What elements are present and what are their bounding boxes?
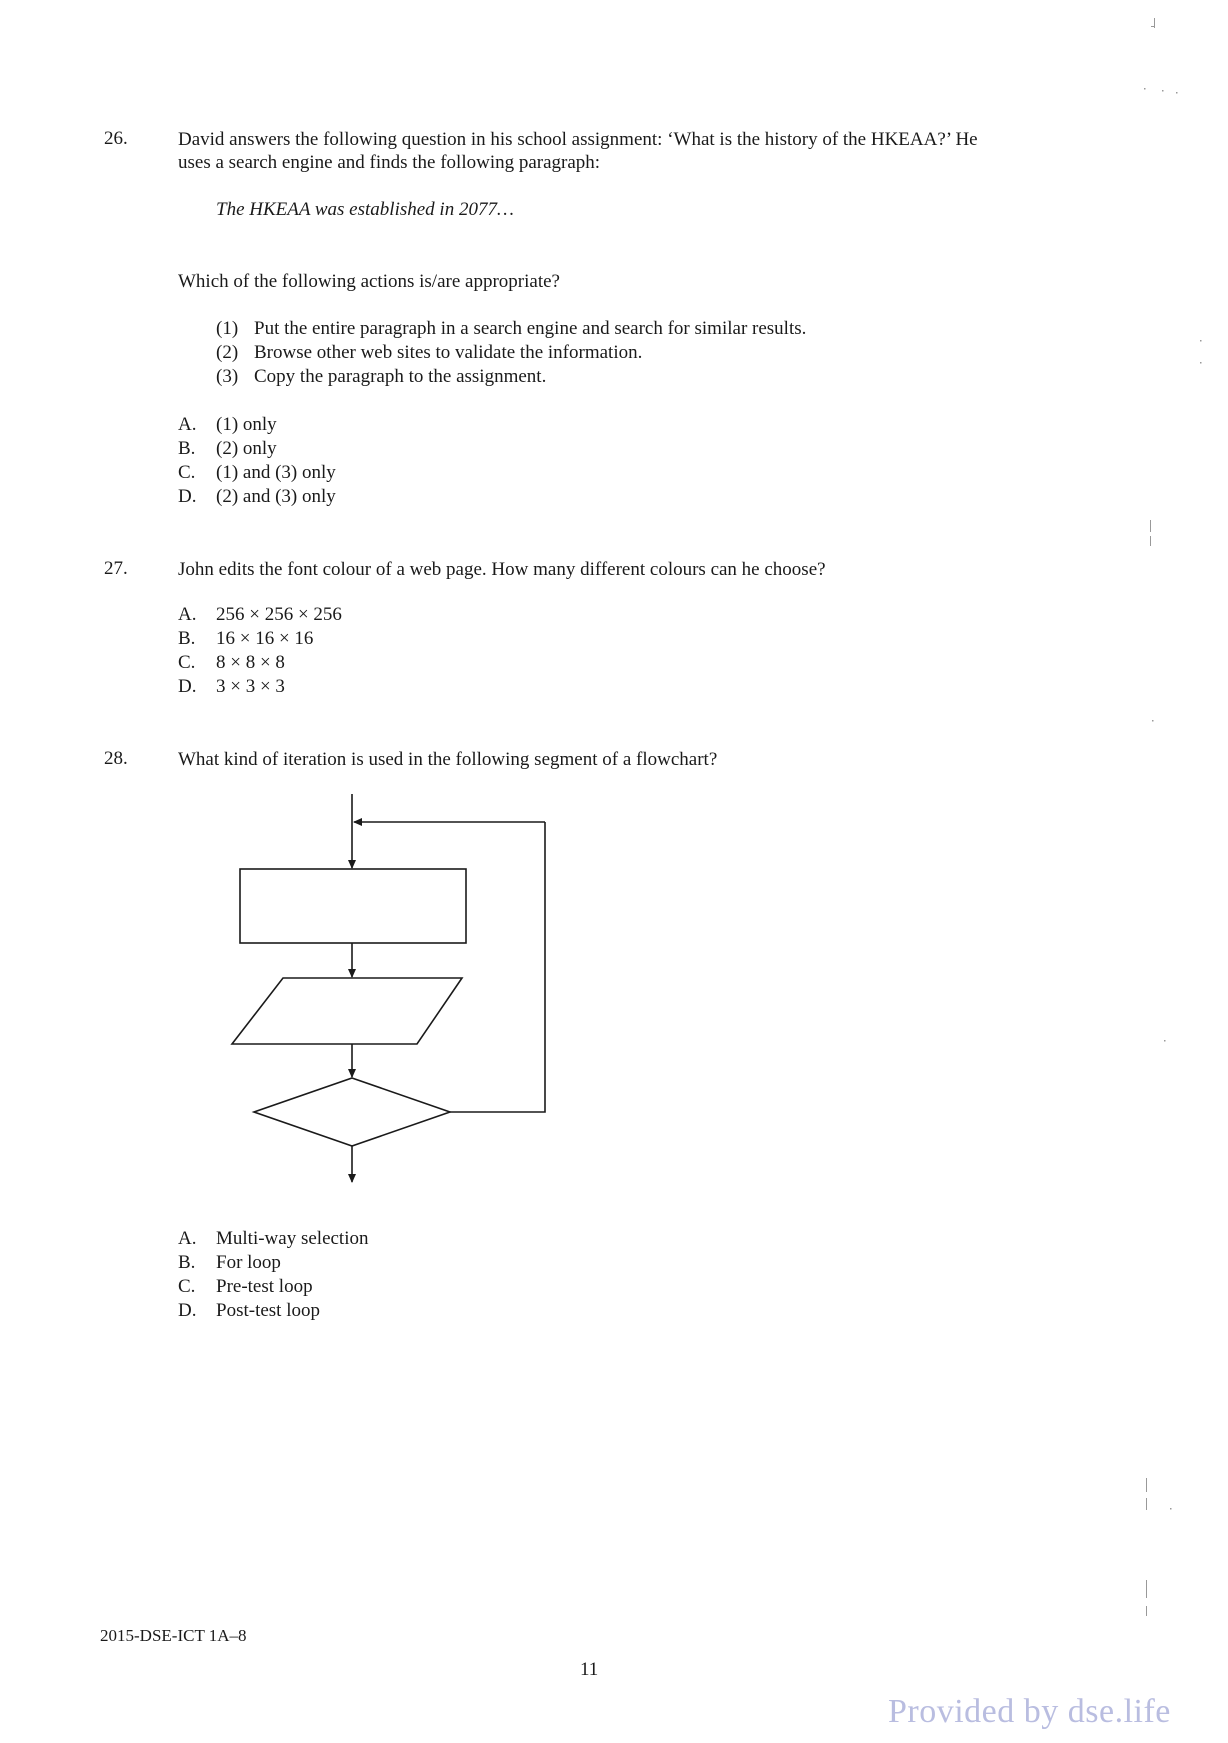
option-label: D. bbox=[178, 486, 197, 507]
question-26-option-c bbox=[178, 462, 336, 484]
option-label: C. bbox=[178, 1276, 196, 1297]
option-label: C. bbox=[178, 462, 196, 483]
option-text: 8 × 8 × 8 bbox=[216, 652, 285, 673]
question-27-option-a bbox=[178, 604, 342, 626]
option-text: 256 × 256 × 256 bbox=[216, 604, 342, 625]
question-28-number: 28. bbox=[104, 748, 128, 769]
question-26-prompt: Which of the following actions is/are appropriate? bbox=[178, 271, 560, 292]
paper-code-footer: 2015-DSE-ICT 1A–8 bbox=[100, 1626, 247, 1645]
statement-label: (3) bbox=[216, 366, 239, 387]
page-number: 11 bbox=[580, 1659, 599, 1680]
option-text: (1) and (3) only bbox=[216, 462, 336, 483]
question-26-statement-1 bbox=[216, 318, 806, 340]
option-label: A. bbox=[178, 604, 197, 625]
statement-text: Copy the paragraph to the assignment. bbox=[254, 366, 547, 387]
question-26-option-b bbox=[178, 438, 277, 460]
question-28-stem: What kind of iteration is used in the following segment of a flowchart? bbox=[178, 749, 718, 770]
question-27-option-b bbox=[178, 628, 313, 650]
question-26-number: 26. bbox=[104, 128, 128, 149]
question-26-stem-line-1: David answers the following question in his school assignment: ‘What is the history of the HKEAA?’ He bbox=[178, 129, 978, 150]
statement-label: (1) bbox=[216, 318, 239, 339]
question-26-statement-2 bbox=[216, 342, 642, 364]
question-26-option-d bbox=[178, 486, 336, 508]
option-label: D. bbox=[178, 1300, 197, 1321]
question-28-option-a bbox=[178, 1228, 369, 1250]
question-26-statement-3 bbox=[216, 366, 546, 388]
flowchart-diagram bbox=[200, 780, 560, 1200]
option-text: 3 × 3 × 3 bbox=[216, 676, 285, 697]
option-label: A. bbox=[178, 414, 197, 435]
option-label: B. bbox=[178, 438, 196, 459]
watermark-link[interactable]: Provided by dse.life bbox=[888, 1693, 1171, 1730]
flowchart-loop-back-path bbox=[450, 822, 545, 1112]
option-label: B. bbox=[178, 628, 196, 649]
option-text: Pre-test loop bbox=[216, 1276, 313, 1297]
question-26-quoted-paragraph: The HKEAA was established in 2077… bbox=[216, 199, 514, 220]
option-label: D. bbox=[178, 676, 197, 697]
question-27-option-d bbox=[178, 676, 285, 698]
option-text: (2) and (3) only bbox=[216, 486, 336, 507]
scan-specks bbox=[1140, 0, 1220, 1743]
question-28-option-b bbox=[178, 1252, 281, 1274]
statement-text: Browse other web sites to validate the information. bbox=[254, 342, 643, 363]
flowchart-decision-diamond bbox=[254, 1078, 450, 1146]
option-text: Multi-way selection bbox=[216, 1228, 369, 1249]
question-28-option-d bbox=[178, 1300, 320, 1322]
question-27-stem: John edits the font colour of a web page. How many different colours can he choose? bbox=[178, 559, 826, 580]
option-label: B. bbox=[178, 1252, 196, 1273]
option-text: Post-test loop bbox=[216, 1300, 320, 1321]
question-28-option-c bbox=[178, 1276, 313, 1298]
question-26-option-a bbox=[178, 414, 277, 436]
flowchart-input-output-parallelogram bbox=[232, 978, 462, 1044]
question-27-option-c bbox=[178, 652, 285, 674]
option-text: (1) only bbox=[216, 414, 277, 435]
question-26-stem-line-2: uses a search engine and finds the following paragraph: bbox=[178, 152, 601, 173]
option-text: 16 × 16 × 16 bbox=[216, 628, 314, 649]
statement-text: Put the entire paragraph in a search engine and search for similar results. bbox=[254, 318, 807, 339]
flowchart-process-box bbox=[240, 869, 466, 943]
option-text: For loop bbox=[216, 1252, 281, 1273]
question-27-number: 27. bbox=[104, 558, 128, 579]
statement-label: (2) bbox=[216, 342, 239, 363]
option-label: C. bbox=[178, 652, 196, 673]
option-label: A. bbox=[178, 1228, 197, 1249]
option-text: (2) only bbox=[216, 438, 277, 459]
